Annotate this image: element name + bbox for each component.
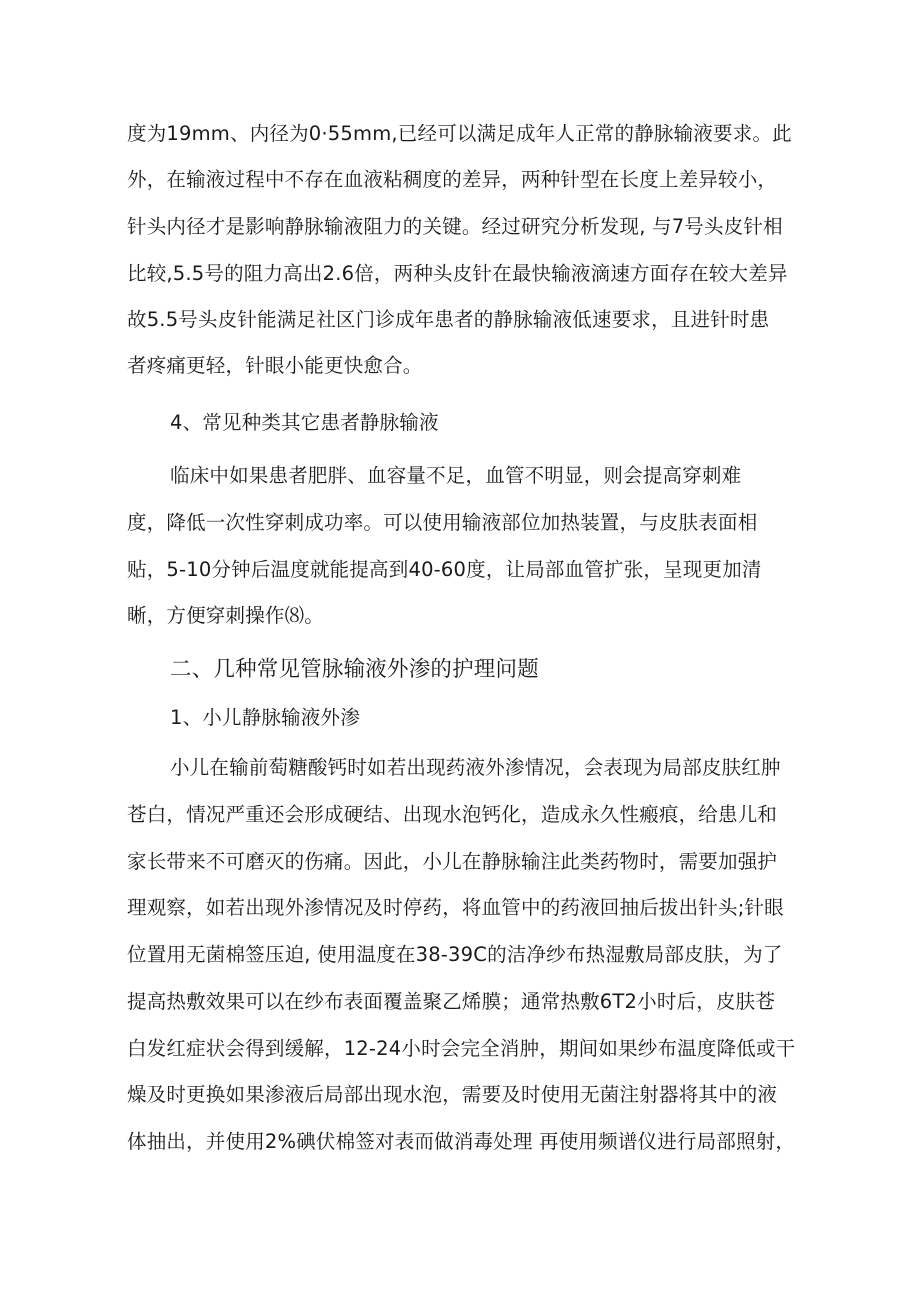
paragraph-line: 体抽出，并使用2%碘伏棉签对表而做消毒处理 再使用频谱仪进行局部照射， xyxy=(127,1130,796,1153)
paragraph-line: 故5.5号头皮针能满足社区门诊成年患者的静脉输液低速要求，且进针时患 xyxy=(127,308,770,331)
paragraph-line: 燥及时更换如果渗液后局部出现水泡，需要及时使用无菌注射器将其中的液 xyxy=(127,1083,778,1106)
paragraph-line: 位置用无菌棉签压迫, 使用温度在38-39C的洁净纱布热湿敷局部皮肤，为了 xyxy=(127,943,783,966)
paragraph-line: 外，在输液过程中不存在血液粘稠度的差异，两种针型在长度上差异较小， xyxy=(127,168,778,191)
paragraph-line: 家长带来不可磨灭的伤痛。因此，小儿在静脉输注此类药物时，需要加强护 xyxy=(127,850,778,873)
subheading-4: 4、常见种类其它患者静脉输液 xyxy=(170,411,439,434)
paragraph-line: 晰，方便穿刺操作⑻。 xyxy=(127,604,325,627)
paragraph-line: 度，降低一次性穿刺成功率。可以使用输液部位加热装置，与皮肤表面相 xyxy=(127,511,758,534)
paragraph-line: 提高热敷效果可以在纱布表面覆盖聚乙烯膜；通常热敷6T2小时后，皮肤苍 xyxy=(127,990,776,1013)
paragraph-line: 理观察，如若出现外渗情况及时停药，将血管中的药液回抽后拔出针头;针眼 xyxy=(127,896,784,919)
paragraph-line: 小儿在输前萄糖酸钙时如若出现药液外渗情况，会表现为局部皮肤红肿 xyxy=(170,756,781,779)
paragraph-line: 贴，5-10分钟后温度就能提高到40-60度，让局部血管扩张，呈现更加清 xyxy=(127,558,762,581)
subheading-1: 1、小儿静脉输液外渗 xyxy=(170,706,360,729)
paragraph-line: 针头内径才是影响静脉输液阻力的关键。经过研究分析发现, 与7号头皮针相 xyxy=(127,215,783,238)
paragraph-line: 度为19mm、内径为0·55mm,已经可以满足成年人正常的静脉输液要求。此 xyxy=(127,122,792,145)
paragraph-line: 者疼痛更轻，针眼小能更快愈合。 xyxy=(127,354,423,377)
paragraph-line: 白发红症状会得到缓解，12-24小时会完全消肿，期间如果纱布温度降低或干 xyxy=(127,1037,796,1060)
paragraph-line: 临床中如果患者肥胖、血容量不足，血管不明显，则会提高穿刺难 xyxy=(170,464,742,487)
section-heading: 二、几种常见管脉输液外渗的护理问题 xyxy=(170,657,539,682)
paragraph-line: 苍白，情况严重还会形成硬结、出现水泡钙化，造成永久性瘢痕，给患儿和 xyxy=(127,803,778,826)
paragraph-line: 比较,5.5号的阻力高出2.6倍，两种头皮针在最快输液滴速方面存在较大差异 xyxy=(127,262,788,285)
